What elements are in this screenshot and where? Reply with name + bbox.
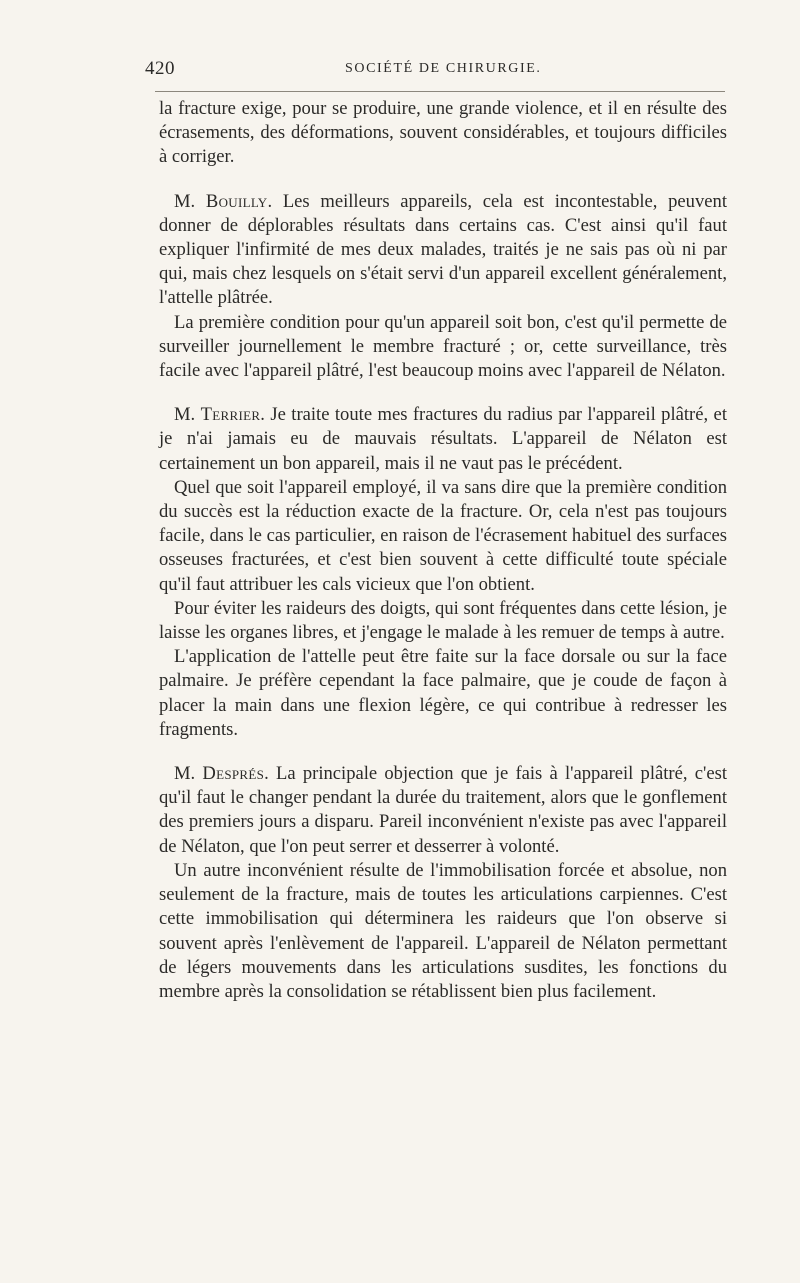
paragraph-speaker-bouilly [159,190,727,311]
page-header [145,58,725,84]
paragraph-text: Un autre inconvénient résulte de l'immobilisation forcée et absolue, non seulement de la fracture, mais de toutes les articulations carpiennes. C'est cette immobilisation qui déterminera les raideurs que l'on observe si souvent après l'enlèvement de l'appareil. L'appareil de Nélaton permettant de légers mouvements dans les articulations susdites, les fonctions du membre après la consolidation se rétablissent bien plus facilement. [159,859,727,1002]
speaker-prefix: M. [174,763,203,785]
header-rule [155,91,725,92]
paragraph-text: . La principale objection que je fais à l'appareil plâtré, c'est qu'il faut le changer pendant la durée du traitement, alors que le gonflement des premiers jours a disparu. Pareil inconvénient n'existe pas avec l'appareil de Nélaton, que l'on peut serrer et desserrer à volonté. [159,763,727,857]
speaker-gap [159,742,727,762]
speaker-gap [159,383,727,403]
paragraph-speaker-despres [159,762,727,859]
speaker-name: Després [202,763,265,785]
paragraph-text: Pour éviter les raideurs des doigts, qui sont fréquentes dans cette lésion, je laisse les organes libres, et j'engage le malade à les remuer de temps à autre. [159,597,727,644]
speaker-prefix: M. [174,190,206,212]
paragraph [159,645,727,742]
paragraph-text: . Je traite toute mes fractures du radius par l'appareil plâtré, et je n'ai jamais eu de mauvais résultats. L'appareil de Nélaton est certainement un bon appareil, mais il ne vaut pas le précédent. [159,404,727,474]
paragraph [159,859,727,1004]
paragraph-text: L'application de l'attelle peut être faite sur la face dorsale ou sur la face palmaire. Je préfère cependant la face palmaire, que je coude de façon à placer la main dans une flexion légère, ce qui contribue à redresser les fragments. [159,646,727,740]
paragraph [159,597,727,645]
paragraph-continuation [159,97,727,170]
speaker-prefix: M. [174,404,201,426]
speaker-name: Terrier [200,404,261,426]
speaker-name: Bouilly [205,190,268,212]
page-number: 420 [145,58,175,79]
running-title: SOCIÉTÉ DE CHIRURGIE. [345,61,542,76]
paragraph-text: La première condition pour qu'un appareil soit bon, c'est qu'il permette de surveiller journellement le membre fracturé ; or, cette surveillance, très facile avec l'appareil plâtré, l'est beaucoup moins avec l'appareil de Nélaton. [159,311,727,382]
paragraph-text: la fracture exige, pour se produire, une grande violence, et il en résulte des écrasements, des déformations, souvent considérables, et toujours difficiles à corriger. [159,98,727,168]
speaker-gap [159,170,727,190]
paragraph-speaker-terrier [159,403,727,476]
paragraph [159,311,727,384]
body-text [159,97,727,1004]
paragraph-text: . Les meilleurs appareils, cela est incontestable, peuvent donner de déplorables résultats dans certains cas. C'est ainsi qu'il faut expliquer l'infirmité de mes deux malades, traités je ne sais pas où ni par qui, mais chez lesquels on s'était servi d'un appareil excellent généralement, l'attelle plâtrée. [159,190,727,309]
paragraph-text: Quel que soit l'appareil employé, il va sans dire que la première condition du succès est la réduction exacte de la fracture. Or, cela n'est pas toujours facile, dans le cas particulier, en raison de l'écrasement habituel des surfaces osseuses fracturées, et c'est bien souvent à cette difficulté toute spéciale qu'il faut attribuer les cals vicieux que l'on obtient. [159,476,727,595]
paragraph [159,476,727,597]
